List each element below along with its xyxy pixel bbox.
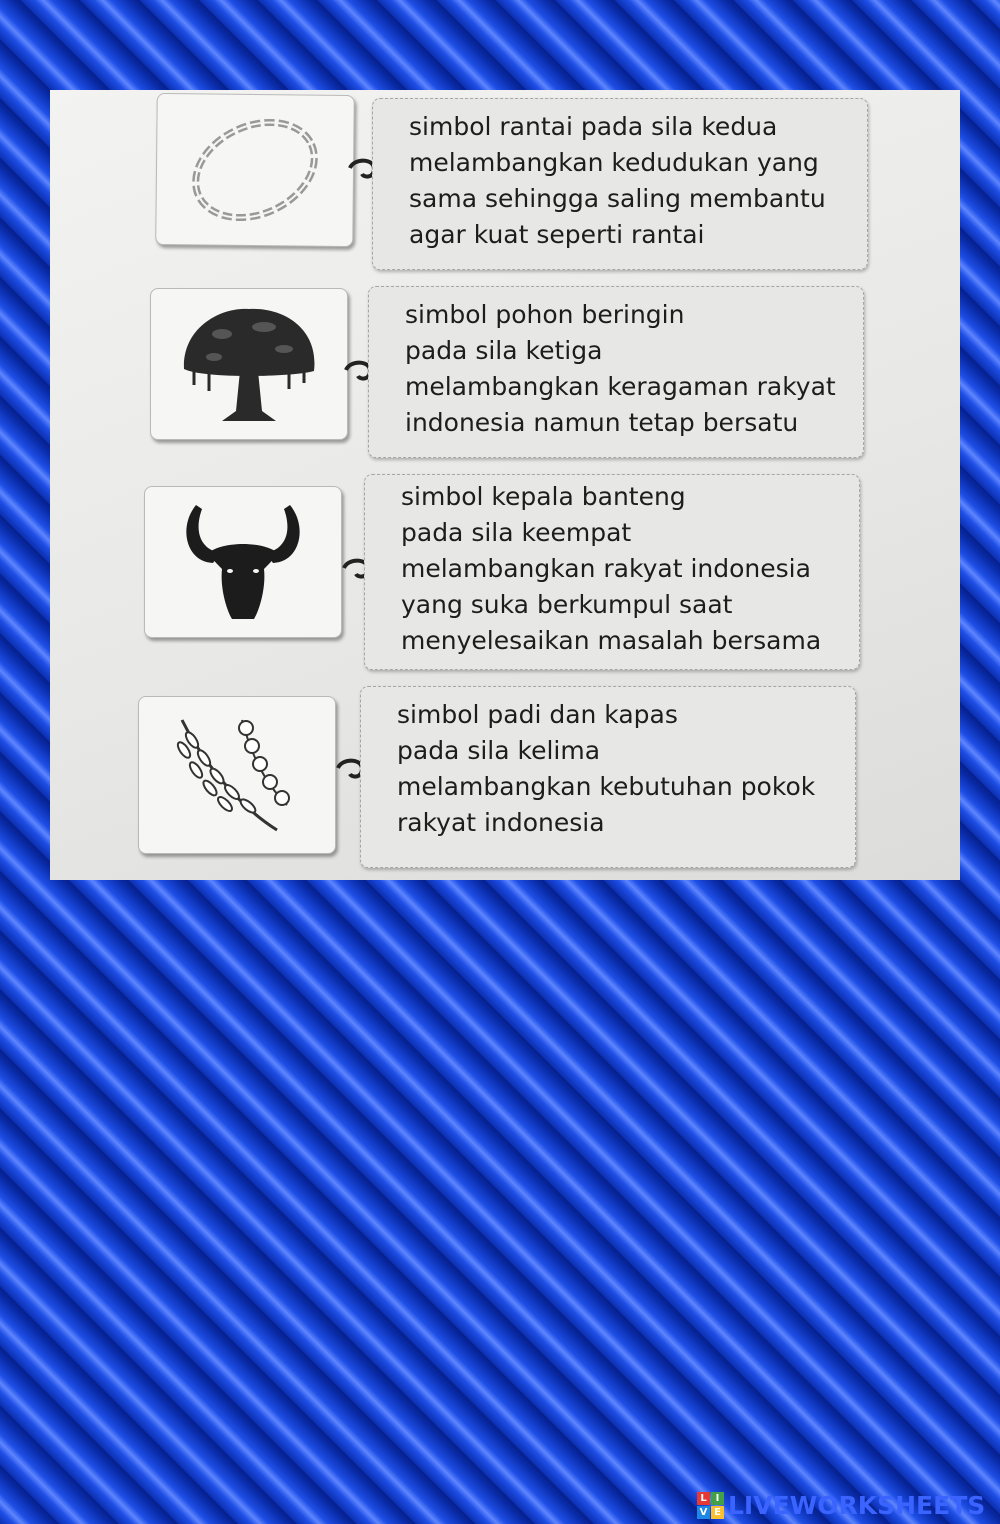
card-3-line-5: menyelesaikan masalah bersama	[401, 626, 822, 655]
tree-image-card[interactable]	[150, 288, 348, 440]
card-3-line-1: simbol kepala banteng	[401, 482, 686, 511]
bull-image-card[interactable]	[144, 486, 342, 638]
description-card-3[interactable]	[364, 474, 860, 670]
card-4-line-1: simbol padi dan kapas	[397, 700, 678, 729]
rice-cotton-icon	[162, 710, 312, 840]
liveworksheets-logo-icon	[697, 1492, 724, 1519]
card-1-line-1: simbol rantai pada sila kedua	[409, 112, 778, 141]
chain-icon	[179, 104, 330, 236]
worksheet-photo	[50, 90, 960, 880]
liveworksheets-logo	[697, 1490, 985, 1520]
card-3-line-2: pada sila keempat	[401, 518, 632, 547]
card-4-line-2: pada sila kelima	[397, 736, 601, 765]
card-2-line-1: simbol pohon beringin	[405, 300, 685, 329]
banyan-tree-icon	[174, 299, 324, 429]
card-1-line-3: sama sehingga saling membantu	[409, 184, 826, 213]
description-card-1[interactable]	[372, 98, 868, 270]
description-card-4[interactable]	[360, 686, 856, 868]
logo-letter-l: L	[697, 1492, 710, 1505]
card-4-line-4: rakyat indonesia	[397, 808, 605, 837]
card-2-line-4: indonesia namun tetap bersatu	[405, 408, 799, 437]
logo-letter-i: I	[711, 1492, 724, 1505]
liveworksheets-wordmark: LIVEWORKSHEETS	[728, 1490, 986, 1520]
description-card-2[interactable]	[368, 286, 864, 458]
logo-letter-v: V	[697, 1506, 710, 1519]
card-2-line-2: pada sila ketiga	[405, 336, 603, 365]
card-1-line-4: agar kuat seperti rantai	[409, 220, 705, 249]
card-1-line-2: melambangkan kedudukan yang	[409, 148, 819, 177]
chain-image-card[interactable]	[155, 93, 355, 247]
card-3-line-3: melambangkan rakyat indonesia	[401, 554, 811, 583]
card-2-line-3: melambangkan keragaman rakyat	[405, 372, 836, 401]
bull-head-icon	[168, 497, 318, 627]
card-4-line-3: melambangkan kebutuhan pokok	[397, 772, 816, 801]
card-3-line-4: yang suka berkumpul saat	[401, 590, 733, 619]
logo-letter-e: E	[711, 1506, 724, 1519]
rice-cotton-image-card[interactable]	[138, 696, 336, 854]
